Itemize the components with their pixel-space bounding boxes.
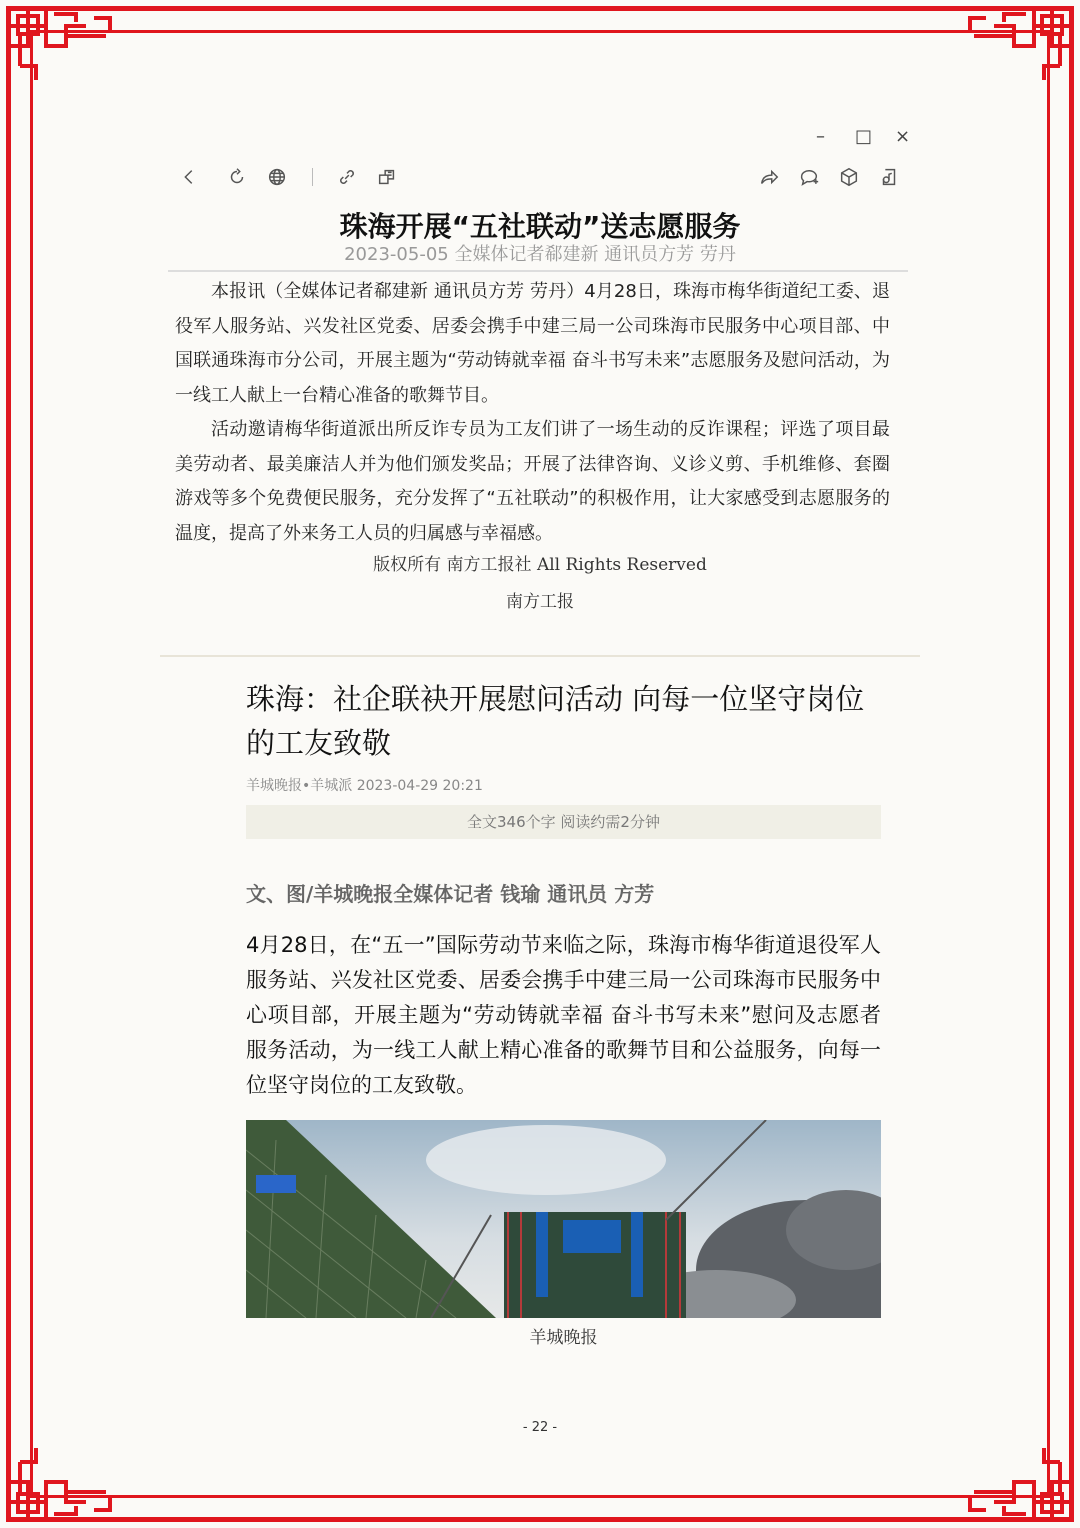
corner-ornament-bottom-left [6, 1442, 116, 1522]
page-number: - 22 - [522, 1420, 558, 1435]
photo-caption: 羊城晚报 [529, 1328, 598, 1348]
article2-body: 4月28日，在“五一”国际劳动节来临之际，珠海市梅华街道退役军人服务站、兴发社区党委、居委会携手中建三局一公司珠海市民服务中心项目部，开展主题为“劳动铸就幸福 奋斗书写未来”慰问及志愿者服务活动，为一线工人献上精心准备的歌舞节目和公益服务，向每一位坚守岗位的工友致敬。 [246, 933, 881, 1097]
audio-icon[interactable] [876, 164, 902, 190]
corner-ornament-bottom-right [964, 1442, 1074, 1522]
article1-paragraph: 活动邀请梅华街道派出所反诈专员为工友们讲了一场生动的反诈课程；评选了项目最美劳动者、最美廉洁人并为他们颁发奖品；开展了法律咨询、义诊义剪、手机维修、套圈游戏等多个免费便民服务，充分发挥了“五社联动”的积极作用，让大家感受到志愿服务的温度，提高了外来务工人员的归属感与幸福感。 [175, 419, 890, 544]
globe-icon[interactable] [264, 164, 290, 190]
reading-info-bar: 全文346个字 阅读约需2分钟 [246, 805, 881, 839]
back-icon[interactable] [176, 164, 202, 190]
article2-meta: 羊城晚报•羊城派 2023-04-29 20:21 [246, 778, 483, 794]
section-divider [160, 655, 920, 657]
cube-icon[interactable] [836, 164, 862, 190]
article1-meta: 2023-05-05 全媒体记者郗建新 通讯员方芳 劳丹 [344, 244, 736, 265]
refresh-icon[interactable] [224, 164, 250, 190]
article1-source: 南方工报 [506, 592, 574, 612]
browser-toolbar [170, 164, 910, 194]
maximize-button[interactable]: □ [855, 126, 873, 147]
toolbar-separator [312, 168, 313, 186]
close-button[interactable]: × [895, 126, 911, 147]
article1-paragraph: 本报讯（全媒体记者郗建新 通讯员方芳 劳丹）4月28日，珠海市梅华街道纪工委、退役军人服务站、兴发社区党委、居委会携手中建三局一公司珠海市民服务中心项目部、中国联通珠海市分公司，开展主题为“劳动铸就幸福 奋斗书写未来”志愿服务及慰问活动，为一线工人献上一台精心准备的歌舞节目。 [175, 281, 890, 406]
corner-ornament-top-left [6, 6, 116, 86]
minimize-button[interactable]: – [816, 126, 825, 147]
article1-title: 珠海开展“五社联动”送志愿服务 [339, 210, 741, 243]
article1-body [175, 275, 890, 551]
article2-byline: 文、图/羊城晚报全媒体记者 钱瑜 通讯员 方芳 [246, 882, 655, 906]
share-icon[interactable] [756, 164, 782, 190]
article1-copyright: 版权所有 南方工报社 All Rights Reserved [373, 555, 707, 575]
corner-ornament-top-right [964, 6, 1074, 86]
link-icon[interactable] [334, 164, 360, 190]
divider [168, 270, 908, 272]
comment-icon[interactable] [796, 164, 822, 190]
copy-icon[interactable] [374, 164, 400, 190]
construction-site-photo [246, 1120, 881, 1318]
article2-title: 珠海：社企联袂开展慰问活动 向每一位坚守岗位的工友致敬 [246, 682, 865, 760]
